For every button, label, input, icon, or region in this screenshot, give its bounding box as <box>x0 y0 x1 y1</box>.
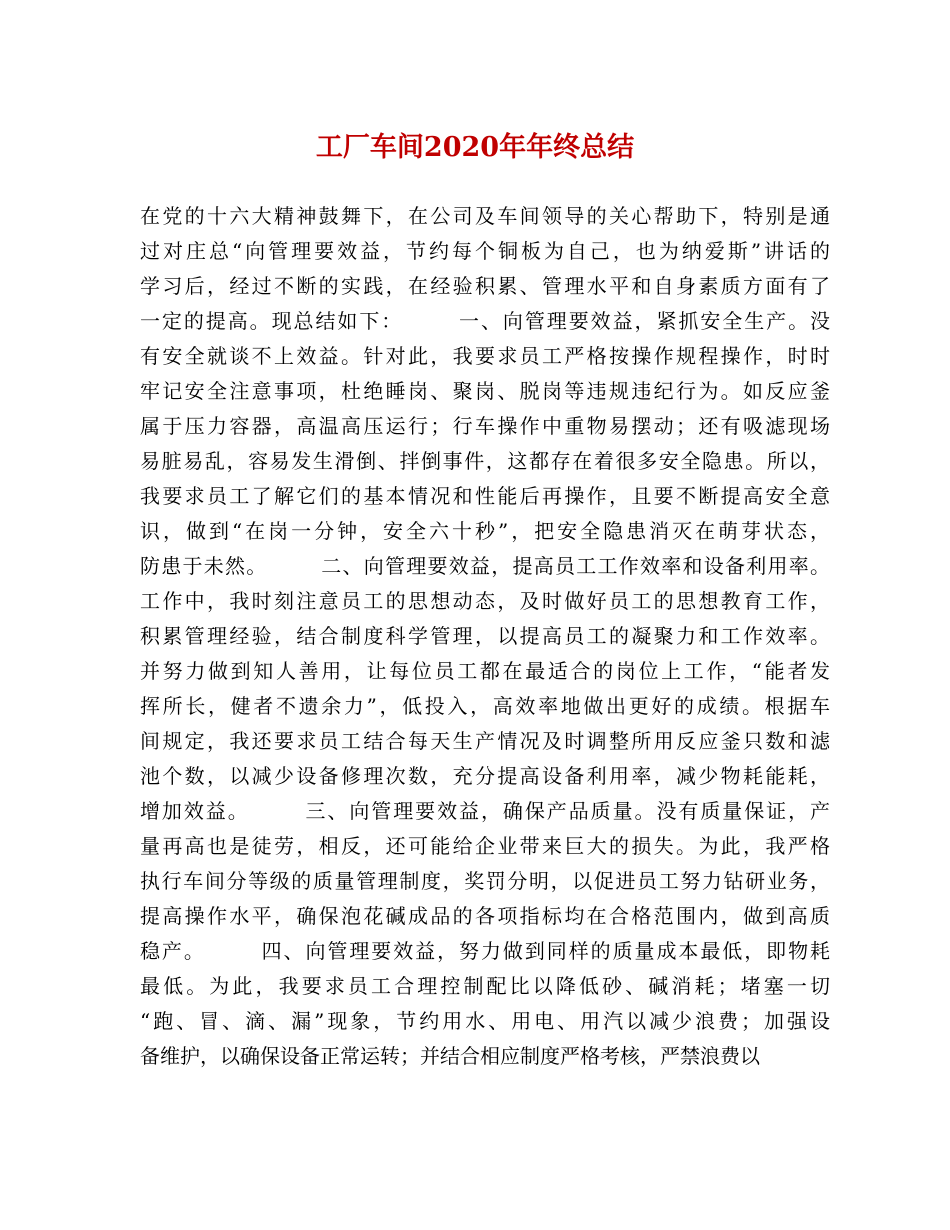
body-line: 在党的十六大精神鼓舞下，在公司及车间领导的关心帮助下，特别是通 <box>140 204 830 228</box>
body-line: 学习后，经过不断的实践，在经验积累、管理水平和自身素质方面有了 <box>140 274 830 298</box>
body-line: 识，做到“在岗一分钟，安全六十秒”，把安全隐患消灭在萌芽状态， <box>140 519 830 543</box>
body-line: 并努力做到知人善用，让每位员工都在最适合的岗位上工作，“能者发 <box>140 659 830 683</box>
body-line: 易脏易乱，容易发生滑倒、拌倒事件，这都存在着很多安全隐患。所以， <box>140 449 830 473</box>
body-line: 执行车间分等级的质量管理制度，奖罚分明，以促进员工努力钻研业务， <box>140 869 830 893</box>
body-line: 提高操作水平，确保泡花碱成品的各项指标均在合格范围内，做到高质 <box>140 904 830 928</box>
body-line: 我要求员工了解它们的基本情况和性能后再操作，且要不断提高安全意 <box>140 484 830 508</box>
body-line: 量再高也是徒劳，相反，还可能给企业带来巨大的损失。为此，我严格 <box>140 834 830 858</box>
body-line: 防患于未然。 二、向管理要效益，提高员工工作效率和设备利用率。 <box>140 554 830 578</box>
body-line: 过对庄总“向管理要效益，节约每个铜板为自己，也为纳爱斯”讲话的 <box>140 239 830 263</box>
body-line: 增加效益。 三、向管理要效益，确保产品质量。没有质量保证，产 <box>140 799 830 823</box>
body-line: 积累管理经验，结合制度科学管理，以提高员工的凝聚力和工作效率。 <box>140 624 830 648</box>
body-line: 一定的提高。现总结如下： 一、向管理要效益，紧抓安全生产。没 <box>140 309 830 333</box>
body-line: 稳产。 四、向管理要效益，努力做到同样的质量成本最低，即物耗 <box>140 939 830 963</box>
body-line: 工作中，我时刻注意员工的思想动态，及时做好员工的思想教育工作， <box>140 589 830 613</box>
body-line: 有安全就谈不上效益。针对此，我要求员工严格按操作规程操作，时时 <box>140 344 830 368</box>
body-line: “跑、冒、滴、漏”现象，节约用水、用电、用汽以减少浪费；加强设 <box>140 1009 830 1033</box>
body-line: 牢记安全注意事项，杜绝睡岗、聚岗、脱岗等违规违纪行为。如反应釜 <box>140 379 830 403</box>
document-title: 工厂车间2020年年终总结 <box>315 132 635 163</box>
body-line: 最低。为此，我要求员工合理控制配比以降低砂、碱消耗；堵塞一切 <box>140 974 830 998</box>
document-body <box>140 199 830 1074</box>
body-line: 池个数，以减少设备修理次数，充分提高设备利用率，减少物耗能耗， <box>140 764 830 788</box>
body-line: 属于压力容器，高温高压运行；行车操作中重物易摆动；还有吸滤现场 <box>140 414 830 438</box>
body-line: 间规定，我还要求员工结合每天生产情况及时调整所用反应釜只数和滤 <box>140 729 830 753</box>
body-line: 备维护，以确保设备正常运转；并结合相应制度严格考核，严禁浪费以 <box>140 1044 760 1068</box>
body-line: 挥所长，健者不遗余力”，低投入，高效率地做出更好的成绩。根据车 <box>140 694 830 718</box>
